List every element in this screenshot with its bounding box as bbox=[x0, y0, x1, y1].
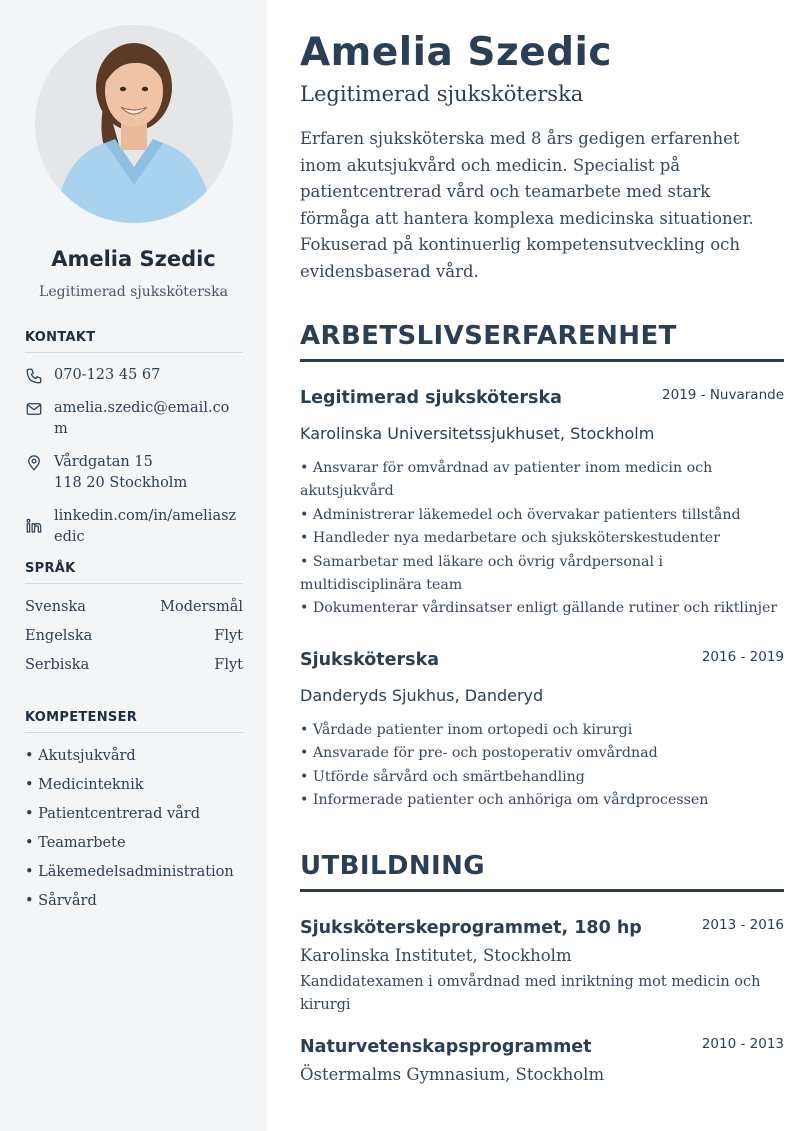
education-date: 2013 - 2016 bbox=[701, 917, 784, 933]
experience-bullet: • Vårdade patienter inom ortopedi och kirurgi bbox=[300, 722, 633, 738]
experience-item-header bbox=[300, 650, 784, 670]
experience-item bbox=[300, 388, 784, 621]
address-line-2: 118 20 Stockholm bbox=[54, 475, 188, 491]
education-description: Kandidatexamen i omvårdnad med inriktning mot medicin och kirurgi bbox=[300, 974, 761, 1013]
skills-section bbox=[25, 710, 243, 921]
experience-bullet: • Ansvarar för omvårdnad av patienter inom medicin och akutsjukvård bbox=[300, 460, 713, 500]
language-row bbox=[25, 656, 243, 685]
contact-phone bbox=[25, 365, 243, 386]
experience-bullet: • Ansvarade för pre- och postoperativ omvårdnad bbox=[300, 745, 658, 762]
experience-title: Legitimerad sjuksköterska bbox=[300, 388, 562, 408]
experience-bullet: • Handleder nya medarbetare och sjuksköterskestudenter bbox=[300, 530, 720, 547]
experience-title: Sjuksköterska bbox=[300, 650, 440, 670]
education-program: Sjuksköterskeprogrammet, 180 hp bbox=[300, 918, 642, 938]
education-item-header bbox=[300, 918, 784, 938]
skill-item: • Akutsjukvård bbox=[25, 748, 136, 764]
language-row bbox=[25, 598, 243, 627]
contact-section bbox=[25, 330, 243, 548]
linkedin-icon bbox=[25, 517, 43, 535]
skills-heading: KOMPETENSER bbox=[25, 710, 243, 733]
skill-item: • Sårvård bbox=[25, 893, 97, 909]
job-title-subtitle: Legitimerad sjuksköterska bbox=[300, 82, 584, 106]
experience-bullet: • Informerade patienter och anhöriga om vårdprocessen bbox=[300, 792, 709, 809]
experience-heading: ARBETSLIVSERFARENHET bbox=[300, 321, 784, 362]
languages-heading: SPRÅK bbox=[25, 561, 243, 584]
contact-linkedin bbox=[25, 506, 243, 548]
address bbox=[54, 452, 187, 494]
experience-organization: Danderyds Sjukhus, Danderyd bbox=[300, 686, 544, 705]
experience-date: 2016 - 2019 bbox=[701, 649, 784, 665]
profile-photo bbox=[35, 25, 233, 223]
language-level: Flyt bbox=[214, 628, 243, 644]
education-program: Naturvetenskapsprogrammet bbox=[300, 1037, 592, 1057]
education-item bbox=[300, 1037, 784, 1084]
experience-date: 2019 - Nuvarande bbox=[662, 387, 784, 403]
experience-bullet: • Administrerar läkemedel och övervakar patienters tillstånd bbox=[300, 506, 741, 523]
language-name: Svenska bbox=[25, 599, 86, 615]
experience-bullet: • Dokumenterar vårdinsatser enligt gällande rutiner och riktlinjer bbox=[300, 600, 778, 617]
map-pin-icon bbox=[25, 454, 43, 472]
education-institution: Östermalms Gymnasium, Stockholm bbox=[300, 1065, 605, 1084]
contact-address bbox=[25, 452, 243, 494]
languages-list bbox=[25, 598, 243, 685]
address-line-1: Vårdgatan 15 bbox=[54, 454, 153, 470]
page-title: Amelia Szedic bbox=[300, 30, 613, 75]
skills-list bbox=[25, 747, 243, 921]
sidebar-role: Legitimerad sjuksköterska bbox=[39, 284, 228, 300]
profile-summary: Erfaren sjuksköterska med 8 års gedigen erfarenhet inom akutsjukvård och medicin. Specialist på patientcentrerad vård och teamarbete med stark förmåga att hantera komplexa medicinska situationer. Fokuserad på kontinuerlig kompetensutveckling och evidensbaserad vård. bbox=[300, 129, 754, 281]
education-date: 2010 - 2013 bbox=[701, 1036, 784, 1052]
experience-organization: Karolinska Universitetssjukhuset, Stockholm bbox=[300, 424, 655, 443]
mail-icon bbox=[25, 400, 43, 418]
skill-item: • Teamarbete bbox=[25, 835, 126, 851]
education-heading: UTBILDNING bbox=[300, 851, 784, 892]
experience-item bbox=[300, 650, 784, 813]
languages-section bbox=[25, 561, 243, 685]
language-name: Engelska bbox=[25, 628, 93, 644]
experience-bullet: • Utförde sårvård och smärtbehandling bbox=[300, 768, 585, 785]
language-level: Flyt bbox=[214, 657, 243, 673]
experience-bullets bbox=[300, 719, 784, 813]
sidebar-name: Amelia Szedic bbox=[51, 247, 216, 271]
experience-bullet: • Samarbetar med läkare och övrig vårdpersonal i multidisciplinära team bbox=[300, 553, 664, 594]
experience-item-header bbox=[300, 388, 784, 408]
education-item bbox=[300, 918, 784, 1017]
education-institution: Karolinska Institutet, Stockholm bbox=[300, 946, 572, 965]
profile-photo-illustration bbox=[35, 25, 233, 223]
contact-email bbox=[25, 398, 243, 440]
skill-item: • Patientcentrerad vård bbox=[25, 806, 201, 822]
phone-number[interactable]: 070-123 45 67 bbox=[54, 367, 161, 383]
sidebar bbox=[0, 0, 267, 1131]
education-item-header bbox=[300, 1037, 784, 1057]
language-name: Serbiska bbox=[25, 657, 90, 673]
contact-heading: KONTAKT bbox=[25, 330, 243, 353]
language-level: Modersmål bbox=[160, 599, 243, 615]
language-row bbox=[25, 627, 243, 656]
skill-item: • Medicinteknik bbox=[25, 777, 144, 793]
experience-bullets bbox=[300, 457, 784, 621]
email-address[interactable]: amelia.szedic@email.com bbox=[54, 400, 230, 437]
linkedin-url[interactable]: linkedin.com/in/ameliaszedic bbox=[54, 508, 237, 545]
skill-item: • Läkemedelsadministration bbox=[25, 864, 234, 880]
phone-icon bbox=[25, 367, 43, 385]
